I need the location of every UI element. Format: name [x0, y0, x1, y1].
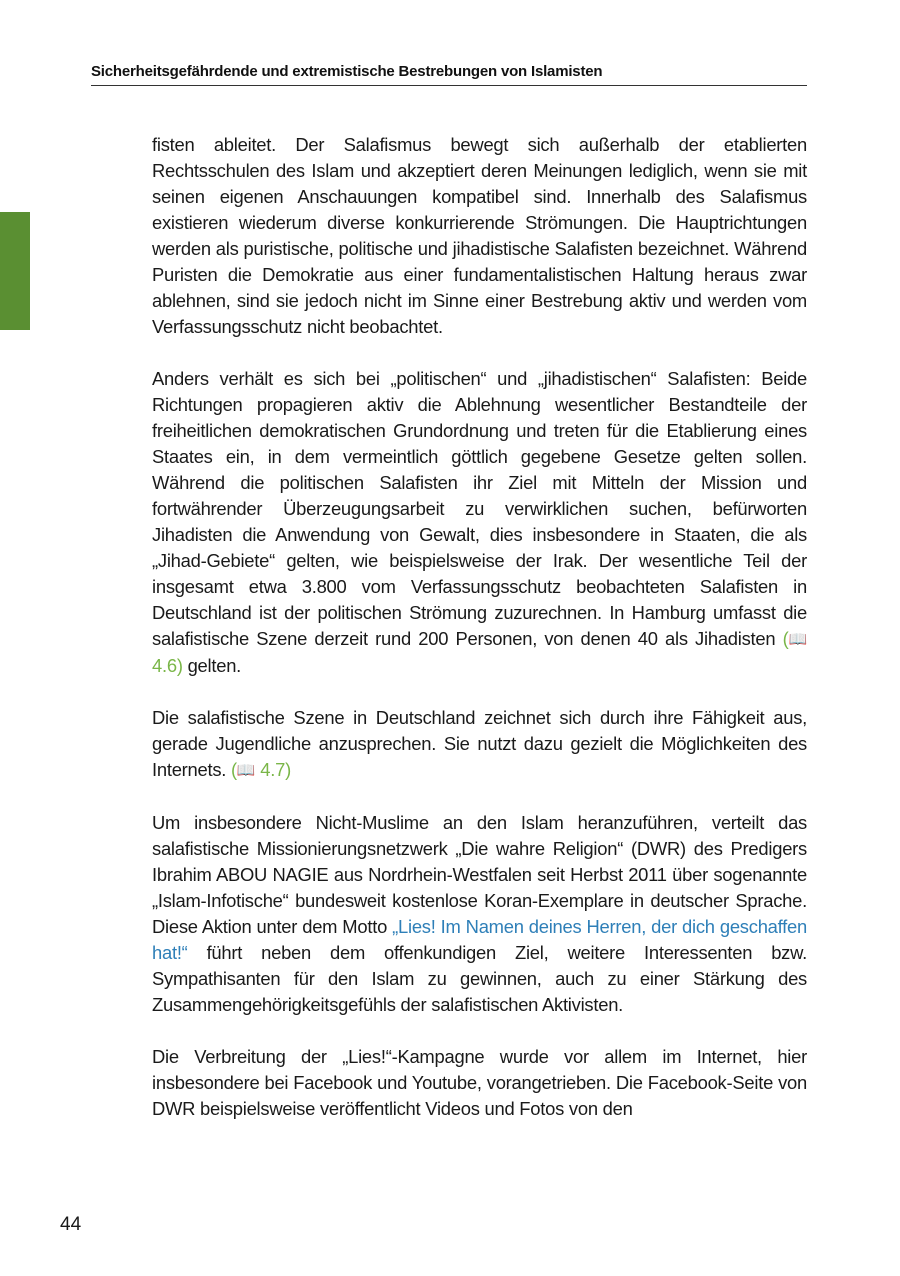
paragraph-4-text: Um insbesondere Nicht-Muslime an den Islam heranzuführen, verteilt das salafistische Missionierungsnetzwerk „Die wahre Religion“ (DWR) des Predigers Ibrahim ABOU NAGIE aus Nordrhein-Westfalen seit Herbst 2011 über sogenannte „Islam-Infotische“ bundesweit kostenlose Koran-Exemplare in deutscher Sprache. Diese Aktion unter dem Motto [152, 812, 807, 937]
running-header: Sicherheitsgefährdende und extremistische Bestrebungen von Islamisten [91, 63, 603, 80]
cross-reference-label: 4.7 [260, 759, 286, 780]
page-number: 44 [60, 1214, 82, 1235]
body-text [152, 132, 807, 1148]
book-icon: 📖 [788, 631, 807, 648]
cross-reference-4-6[interactable]: (📖 4.6) [152, 628, 807, 676]
paragraph-2-text: Anders verhält es sich bei „politischen“ und „jihadistischen“ Salafisten: Beide Richtungen propagieren aktiv die Ablehnung wesentlicher Bestandteile der freiheitlichen demokratischen Grundordnung und treten für die Etablierung eines Staates ein, in dem vermeintlich göttlich gegebene Gesetze gelten sollen. Während die politischen Salafisten ihr Ziel mit Mitteln der Mission und fortwährender Überzeugungsarbeit zu verwirklichen suchen, befürworten Jihadisten die Anwendung von Gewalt, dies insbesondere in Staaten, die als „Jihad-Gebiete“ gelten, wie beispielsweise der Irak. Der wesentliche Teil der insgesamt etwa 3.800 vom Verfassungsschutz beobachteten Salafisten in Deutschland ist der politischen Strömung zuzurechnen. In Hamburg umfasst die salafistische Szene derzeit rund 200 Personen, von denen 40 als Jihadisten [152, 368, 807, 649]
paragraph-3-text: Die salafistische Szene in Deutschland zeichnet sich durch ihre Fähigkeit aus, gerade Jugendliche anzusprechen. Sie nutzt dazu gezielt die Möglichkeiten des Internets. [152, 707, 807, 780]
paragraph-2 [152, 366, 807, 679]
cross-reference-4-7[interactable]: (📖 4.7) [231, 759, 291, 780]
paragraph-4-end: führt neben dem offenkundigen Ziel, weitere Interessenten bzw. Sympathisanten für den Islam zu gewinnen, auch zu einer Stärkung des Zusammengehörigkeitsgefühls der salafistischen Aktivisten. [152, 942, 807, 1015]
campaign-motto: „Lies! Im Namen deines Herren, der dich geschaffen hat!“ [152, 916, 807, 963]
paragraph-5: Die Verbreitung der „Lies!“-Kampagne wurde vor allem im Internet, hier insbesondere bei Facebook und Youtube, vorangetrieben. Die Facebook-Seite von DWR beispielsweise veröffentlicht Videos und Fotos von den [152, 1046, 807, 1119]
book-icon: 📖 [236, 762, 256, 779]
paragraph-4 [152, 810, 807, 1018]
cross-reference-label: 4.6 [152, 655, 177, 676]
chapter-side-tab [0, 212, 30, 330]
paragraph-2-end: gelten. [187, 655, 242, 676]
paragraph-1: fisten ableitet. Der Salafismus bewegt sich außerhalb der etablierten Rechtsschulen des Islam und akzeptiert deren Meinungen lediglich, wenn sie mit seinen eigenen Anschauungen kompatibel sind. Innerhalb des Salafismus existieren wiederum diverse konkurrierende Strömungen. Die Hauptrichtungen werden als puristische, politische und jihadistische Salafisten bezeichnet. Während Puristen die Demokratie aus einer fundamentalistischen Haltung heraus zwar ablehnen, sind sie jedoch nicht im Sinne einer Bestrebung aktiv und werden vom Verfassungsschutz nicht beobachtet. [152, 134, 807, 337]
paragraph-3 [152, 705, 807, 784]
header-rule [91, 85, 807, 86]
